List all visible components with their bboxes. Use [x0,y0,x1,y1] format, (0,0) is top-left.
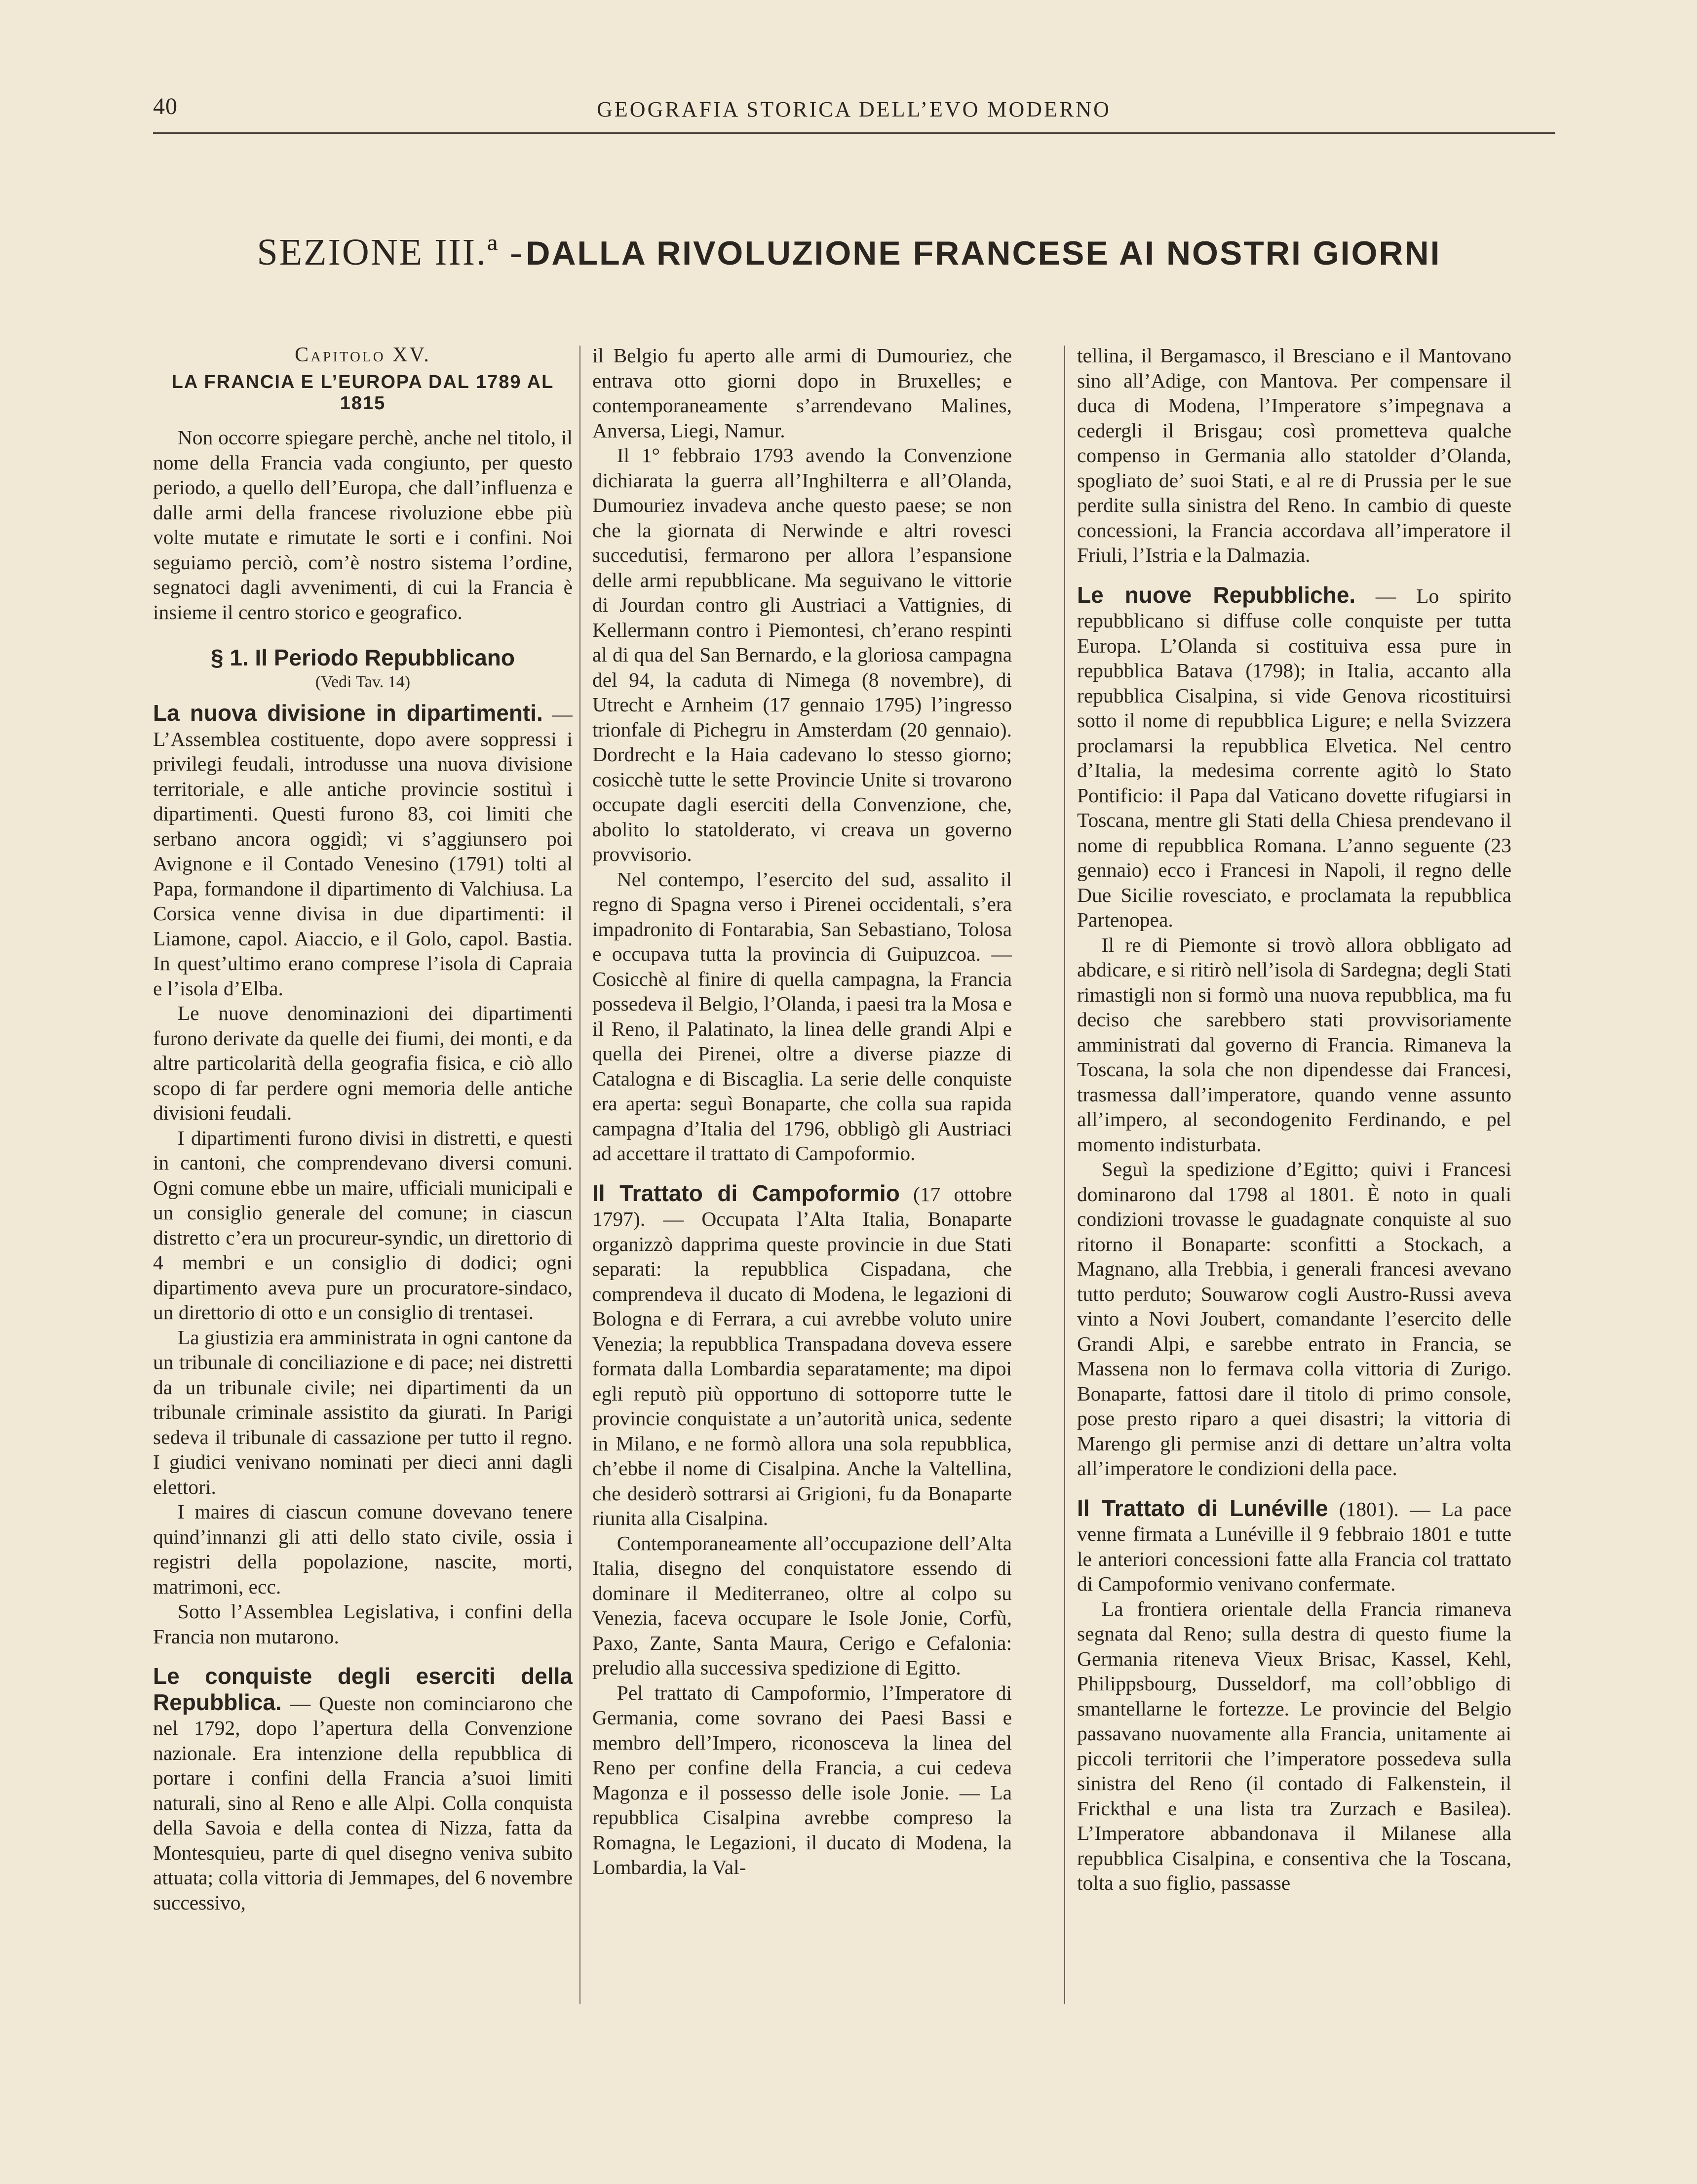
page-number: 40 [153,93,178,119]
paragraph: Il re di Piemonte si trovò allora obbligato ad abdicare, e si ritirò nell’isola di Sardegna; degli Stati rimastigli non si formò una nuova repubblica, ma fu deciso che sarebbero stati provvisoriamente amministrati dal governo di Francia. Rimaneva la Toscana, la sola che non dipendesse dai Francesi, trasmessa dall’imperatore, quando venne assunto all’impero, al secondogenito Ferdinando, e pel momento indisturbata. [1077,933,1511,1156]
paragraph-heading: § 1. Il Periodo Repubblicano [211,645,515,670]
section-title [148,231,1550,274]
running-title: GEOGRAFIA STORICA DELL’EVO MODERNO [597,97,1111,121]
paragraph: I maires di ciascun comune dovevano tenere quind’innanzi gli atti dello stato civile, ossia i registri della popolazione, nascite, morti, matrimoni, ecc. [153,1500,573,1598]
side-heading: La nuova divisione in dipartimenti. [153,700,543,726]
subsection-luneville [1077,1496,1511,1597]
text-column-2 [592,343,1012,2007]
subsection-divisione [153,701,573,1001]
side-heading: Il Trattato di Lunéville [1077,1495,1328,1521]
paragraph: Nel contempo, l’esercito del sud, assalito il regno di Spagna verso i Pirenei occidentali, s’era impadronito di Fontarabia, San Sebastiano, Tolosa e occupava tutta la provincia di Guipuzcoa. — Cosicchè al finire di quella campagna, la Francia possedeva il Belgio, l’Olanda, i paesi tra la Mosa e il Reno, il Palatinato, la linea delle grandi Alpi e quella dei Pirenei, oltre a diverse piazze di Catalogna e di Biscaglia. La serie delle conquiste era aperta: seguì Bonaparte, che colla sua rapida campagna d’Italia del 1796, obbligò gli Austriaci ad accettare il trattato di Campoformio. [592,867,1012,1165]
paragraph: La frontiera orientale della Francia rimaneva segnata dal Reno; sulla destra di questo fiume la Germania riteneva Vieux Brisac, Kassel, Kehl, Philippsbourg, Dusseldorf, ma coll’obbligo di smantellarne le fortezze. Le provincie del Belgio passavano nuovamente alla Francia, unitamente ai piccoli territorii che l’imperatore possedeva sulla sinistra del Reno (il contado di Falkenstein, il Frickthal e una lista tra Zurzach e Basilea). L’Imperatore abbandonava il Milanese alla repubblica Cisalpina, e consentiva che la Toscana, tolta a suo figlio, passasse [1077,1597,1511,1894]
paragraph: Contemporaneamente all’occupazione dell’Alta Italia, disegno del conquistatore essendo di dominare il Mediterraneo, oltre al colpo su Venezia, faceva occupare le Isole Jonie, Corfù, Paxo, Zante, Santa Maura, Cerigo e Cefalonia: preludio alla successiva spedizione di Egitto. [592,1531,1012,1679]
side-heading: Le conquiste degli eserciti della Repubblica. [153,1663,573,1715]
paragraph: Seguì la spedizione d’Egitto; quivi i Francesi dominarono dal 1798 al 1801. È noto in quali condizioni trovasse le guadagnate conquiste al suo ritorno il Bonaparte: sconfitti a Stockach, a Magnano, alla Trebbia, i generali francesi avevano tutto perduto; Souwarow cogli Austro-Russi aveva vinto a Novi Joubert, comandante l’esercito delle Grandi Alpi, e sarebbe entrato in Francia, se Massena non lo fermava colla vittoria di Zurigo. Bonaparte, fattosi dare il titolo di primo console, pose presto riparo a quei disastri; la vittoria di Marengo gli permise anzi di dettare un’altra volta all’imperatore le condizioni della pace. [1077,1158,1511,1480]
column-divider [1064,346,1065,2004]
text-column-3 [1077,343,1511,2007]
subsection-campoformio [592,1181,1012,1531]
paragraph: I dipartimenti furono divisi in distretti, e questi in cantoni, che comprendevano diversi comuni. Ogni comune ebbe un maire, ufficiali municipali e un consiglio generale del comune; in ciascun distretto c’era un procureur-syndic, un direttorio di 4 membri e un consiglio di dodici; ogni dipartimento aveva pure un procuratore-sindaco, un direttorio di otto e un consiglio di trentasei. [153,1126,573,1324]
side-heading: Il Trattato di Campoformio [592,1180,900,1206]
paragraph: La giustizia era amministrata in ogni cantone da un tribunale di conciliazione e di pace; nei distretti da un tribunale civile; nei dipartimenti da un tribunale criminale assistito da giurati. In Parigi sedeva il tribunale di cassazione per tutto il regno. I giudici venivano nominati per dieci anni dagli elettori. [153,1326,573,1498]
paragraph: Il 1° febbraio 1793 avendo la Convenzione dichiarata la guerra all’Inghilterra e all’Olanda, Dumouriez invadeva anche questo paese; se non che la giornata di Nerwinde e altri rovesci succedutisi, fermarono per allora l’espansione delle armi repubblicane. Ma seguivano le vittorie di Jourdan contro gli Austriaci a Vattignies, di Kellermann contro i Piemontesi, ch’erano respinti al di qua del San Bernardo, e la gloriosa campagna del 94, la caduta di Nimega (8 novembre), di Utrecht e Arnheim (17 gennaio 1795) l’ingresso trionfale di Pichegru in Amsterdam (20 gennaio). Dordrecht e la Haia cadevano lo stesso giorno; cosicchè tutte le sette Provincie Unite si trovarono occupate dagli eserciti della Convenzione, che, abolito lo statolderato, vi creava un governo provvisorio. [592,444,1012,865]
intro-paragraph: Non occorre spiegare perchè, anche nel titolo, il nome della Francia vada congiunto, per questo periodo, a quello dell’Europa, che dall’influenza e dalle armi della francese rivoluzione ebbe più volte mutate e rimutate le sorti e i confini. Noi seguiamo perciò, com’è nostro sistema l’ordine, segnatoci dagli avvenimenti, di cui la Francia è insieme il centro storico e geografico. [153,426,573,624]
chapter-title: LA FRANCIA E L’EUROPA DAL 1789 AL 1815 [171,372,554,414]
paragraph-text: — L’Assemblea costituente, dopo avere soppressi i privilegi feudali, introdusse una nuova divisione territoriale, e alle antiche provincie sostituì i dipartimenti. Questi furono 83, coi limiti che serbano ancora oggidì; vi s’aggiunsero poi Avignone e il Contado Venesino (1791) tolti al Papa, formandone il dipartimento di Valchiusa. La Corsica venne divisa in due dipartimenti: il Liamone, capol. Aiaccio, e il Golo, capol. Bastia. In quest’ultimo erano comprese l’isola di Capraia e l’isola d’Elba. [153,702,573,1000]
text-column-1 [153,343,573,2007]
paragraph: il Belgio fu aperto alle armi di Dumouriez, che entrava otto giorni dopo in Bruxelles; e contemporaneamente s’arrendevano Malines, Anversa, Liegi, Namur. [592,344,1012,442]
section-label: SEZIONE III.ª - [257,232,524,273]
section-heading: DALLA RIVOLUZIONE FRANCESE AI NOSTRI GIORNI [526,234,1441,272]
paragraph-text: — Queste non cominciarono che nel 1792, dopo l’apertura della Convenzione nazionale. Era intenzione della repubblica di portare i confini della Francia a’suoi limiti naturali, sino al Reno e alle Alpi. Colla conquista della Savoia e della contea di Nizza, fatta da Montesquieu, parte di quel disegno veniva subito attuata; colla vittoria di Jemmapes, del 6 novembre successivo, [153,1691,573,1914]
paragraph-text: (1801). — La pace venne firmata a Lunéville il 9 febbraio 1801 e tutte le anteriori concessioni fatte alla Francia col trattato di Campoformio venivano confermate. [1077,1497,1511,1595]
running-header [153,88,1555,134]
subsection-conquiste [153,1664,573,1915]
paragraph: tellina, il Bergamasco, il Bresciano e il Mantovano sino all’Adige, con Mantova. Per compensare il duca di Modena, l’Imperatore s’impegnava a cedergli il Brisgau; così prometteva qualche compenso in Germania allo statolder d’Olanda, spogliato de’ suoi Stati, e al re di Prussia per le sue perdite sulla sinistra del Reno. In cambio di queste concessioni, la Francia accordava all’imperatore il Friuli, l’Istria e la Dalmazia. [1077,344,1511,566]
paragraph: Pel trattato di Campoformio, l’Imperatore di Germania, come sovrano dei Paesi Bassi e membro dell’Impero, riconosceva la linea del Reno per confine della Francia, a cui cedeva Magonza e il possesso delle isole Jonie. — La repubblica Cisalpina avrebbe compreso la Romagna, le Legazioni, il ducato di Modena, la Lombardia, la Val- [592,1681,1012,1878]
chapter-label: Capitolo XV. [295,344,431,366]
paragraph: Le nuove denominazioni dei dipartimenti furono derivate da quelle dei fiumi, dei monti, e da altre particolarità della geografia fisica, e ciò allo scopo di far perdere ogni memoria delle antiche divisioni feudali. [153,1002,573,1124]
subsection-repubbliche [1077,583,1511,933]
paragraph: Sotto l’Assemblea Legislativa, i confini della Francia non mutarono. [153,1600,573,1648]
paragraph-text: (17 ottobre 1797). — Occupata l’Alta Italia, Bonaparte organizzò dapprima queste provincie in due Stati separati: la repubblica Cispadana, che comprendeva il ducato di Modena, le legazioni di Bologna e di Ferrara, a cui avrebbe voluto unire Venezia; la repubblica Transpadana doveva essere formata dalla Lombardia separatamente; ma dipoi egli reputò più opportuno di sottoporre tutte le provincie conquistate a un’autorità unica, sedente in Milano, e ne formò allora una sola repubblica, ch’ebbe il nome di Cisalpina. Anche la Valtellina, che desiderò sottrarsi ai Grigioni, fu da Bonaparte riunita alla Cisalpina. [592,1182,1012,1529]
paragraph-text: — Lo spirito repubblicano si diffuse colle conquiste per tutta Europa. L’Olanda si costituiva essa pure in repubblica Batava (1798); in Italia, accanto alla repubblica Cisalpina, si vide Genova ricostituirsi sotto il nome di repubblica Ligure; e nella Svizzera proclamarsi la repubblica Elvetica. Nel centro d’Italia, la medesima corrente agitò lo Stato Pontificio: il Papa dal Vaticano dovette rifugiarsi in Toscana, mentre gli Stati della Chiesa prendevano il nome di repubblica Romana. L’anno seguente (23 gennaio) ecco i Francesi in Napoli, il regno delle Due Sicilie rovesciato, e proclamata la repubblica Partenopea. [1077,584,1511,931]
plate-reference: (Vedi Tav. 14) [315,673,411,691]
column-divider [579,346,580,2004]
side-heading: Le nuove Repubbliche. [1077,582,1356,608]
